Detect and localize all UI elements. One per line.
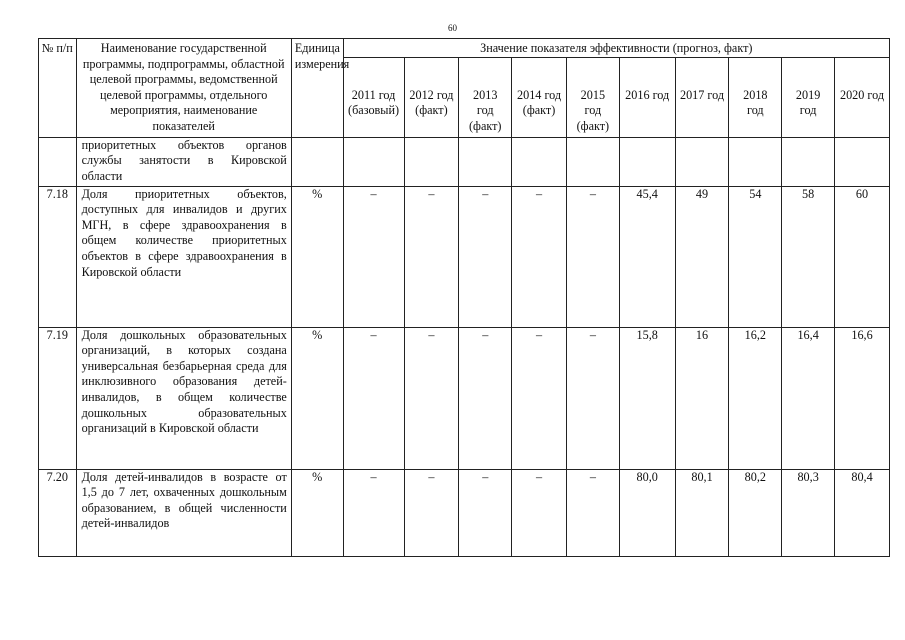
header-year-2019: 2019 год <box>782 57 835 137</box>
row-value <box>459 137 512 186</box>
table-row <box>39 186 890 327</box>
row-value: – <box>343 469 404 556</box>
row-value <box>835 137 890 186</box>
header-year-2012: 2012 год (факт) <box>404 57 459 137</box>
row-value: – <box>566 186 619 327</box>
row-value: 80,0 <box>619 469 675 556</box>
row-value: – <box>459 186 512 327</box>
row-value <box>675 137 729 186</box>
row-value: 45,4 <box>619 186 675 327</box>
row-value: 54 <box>729 186 782 327</box>
row-name: Доля детей-инвалидов в возрасте от 1,5 до 7 лет, охваченных дошкольным образованием, в общей численности детей-инвалидов <box>76 469 291 556</box>
header-year-2017: 2017 год <box>675 57 729 137</box>
row-value <box>619 137 675 186</box>
row-value: – <box>404 186 459 327</box>
row-value: 15,8 <box>619 327 675 469</box>
row-unit: % <box>291 469 343 556</box>
table-row <box>39 469 890 556</box>
row-num <box>39 137 77 186</box>
page-number: 60 <box>448 23 457 33</box>
header-num: № п/п <box>39 39 77 138</box>
row-name: приоритетных объектов органов службы занятости в Кировской области <box>76 137 291 186</box>
row-value <box>566 137 619 186</box>
row-unit: % <box>291 186 343 327</box>
table-row <box>39 327 890 469</box>
row-name: Доля дошкольных образовательных организаций, в которых создана универсальная безбарьерная среда для инклюзивного образования детей-инвалидов, в общем количестве дошкольных образовательных организаций в Кировской области <box>76 327 291 469</box>
header-year-2020: 2020 год <box>835 57 890 137</box>
row-value: 49 <box>675 186 729 327</box>
header-year-2011: 2011 год (базовый) <box>343 57 404 137</box>
header-values-title: Значение показателя эффективности (прогноз, факт) <box>343 39 889 58</box>
row-value: – <box>343 186 404 327</box>
header-unit: Единица измерения <box>291 39 343 138</box>
row-value <box>343 137 404 186</box>
header-year-2014: 2014 год (факт) <box>512 57 567 137</box>
row-value: 16,4 <box>782 327 835 469</box>
row-num: 7.18 <box>39 186 77 327</box>
row-unit <box>291 137 343 186</box>
row-value <box>404 137 459 186</box>
table-row <box>39 137 890 186</box>
row-value: 16,6 <box>835 327 890 469</box>
header-year-2016: 2016 год <box>619 57 675 137</box>
row-value: – <box>512 327 567 469</box>
header-year-2015: 2015 год (факт) <box>566 57 619 137</box>
header-year-2013: 2013 год (факт) <box>459 57 512 137</box>
row-value: – <box>566 327 619 469</box>
row-value: – <box>343 327 404 469</box>
row-num: 7.20 <box>39 469 77 556</box>
row-value: 16 <box>675 327 729 469</box>
row-value: 60 <box>835 186 890 327</box>
row-value: 80,2 <box>729 469 782 556</box>
row-value: 16,2 <box>729 327 782 469</box>
row-value <box>512 137 567 186</box>
row-value: – <box>404 327 459 469</box>
row-value: 80,3 <box>782 469 835 556</box>
row-value: 58 <box>782 186 835 327</box>
row-value: 80,1 <box>675 469 729 556</box>
row-value: – <box>512 469 567 556</box>
row-value: – <box>404 469 459 556</box>
row-value <box>782 137 835 186</box>
header-row-1 <box>39 39 890 58</box>
row-value: – <box>566 469 619 556</box>
indicators-table <box>38 38 890 557</box>
row-name: Доля приоритетных объектов, доступных для инвалидов и других МГН, в сфере здравоохранения в общем количестве приоритетных объектов в сфере здравоохранения в Кировской области <box>76 186 291 327</box>
row-unit: % <box>291 327 343 469</box>
row-value: 80,4 <box>835 469 890 556</box>
header-name: Наименование государственной программы, подпрограммы, областной целевой программы, ведомственной целевой программы, отдельного мероприятия, наименование показателей <box>76 39 291 138</box>
row-value: – <box>512 186 567 327</box>
row-value: – <box>459 469 512 556</box>
row-value: – <box>459 327 512 469</box>
header-year-2018: 2018 год <box>729 57 782 137</box>
row-value <box>729 137 782 186</box>
row-num: 7.19 <box>39 327 77 469</box>
